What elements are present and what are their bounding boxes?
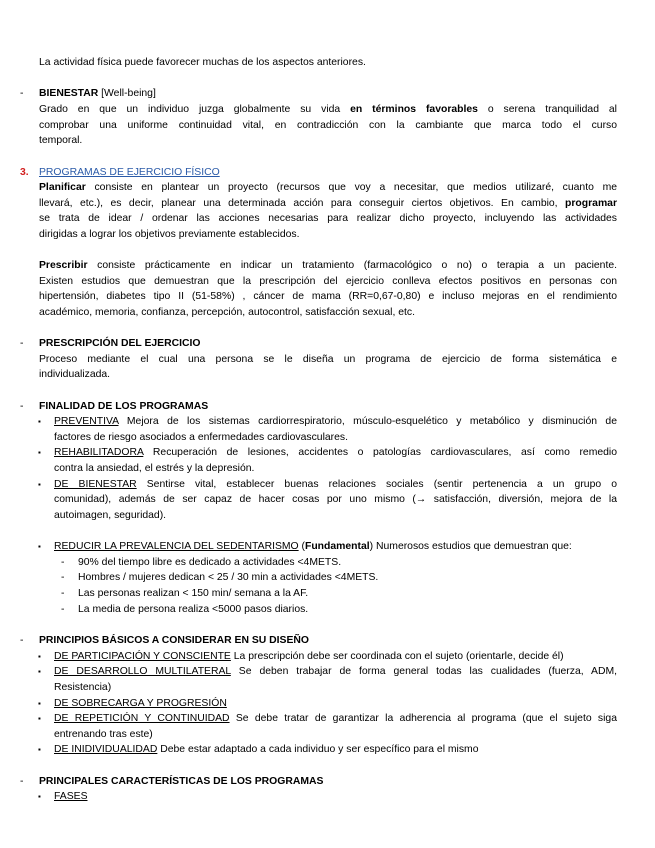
sedentarismo-sub-3: Las personas realizan < 150 min/ semana a la AF. (78, 588, 309, 599)
section-title: PROGRAMAS DE EJERCICIO FÍSICO (39, 167, 220, 178)
prescribir-line-4: académico, memoria, confianza, percepción, autocontrol, satisfacción sexual, etc. (39, 307, 415, 318)
finalidad-bienestar-line-3: autoimagen, seguridad). (54, 510, 167, 521)
bienestar-line-2: comprobar una uniforme continuidad vital, en contradicción con la cambiante que marca todo el curso (39, 120, 617, 131)
planificar-line-2: llevará, etc.), es decir, planear una determinada acción para conseguir ciertos objetivos. En cambio, programar (39, 198, 617, 209)
bienestar-title-en: [Well-being] (101, 88, 156, 99)
principio-repeticion: DE REPETICIÓN Y CONTINUIDAD Se debe tratar de garantizar la adherencia al programa (que el sujeto siga (54, 713, 617, 724)
finalidad-rehabilitadora-line-2: contra la ansiedad, el estrés y la depresión. (54, 463, 255, 474)
prescripcion-title: PRESCRIPCIÓN DEL EJERCICIO (39, 338, 201, 349)
principio-repeticion-line-2: entrenando tras este) (54, 729, 153, 740)
bullet: ▪ (38, 542, 41, 551)
finalidad-bienestar: DE BIENESTAR Sentirse vital, establecer buenas relaciones sociales (sentir pertenencia a un grupo o (54, 479, 617, 490)
planificar-line-4: dirigidas a lograr los objetivos previamente establecidos. (39, 229, 300, 240)
sub-dash: - (61, 588, 65, 599)
bienestar-title: BIENESTAR (39, 88, 99, 99)
finalidad-sedentarismo: REDUCIR LA PREVALENCIA DEL SEDENTARISMO (Fundamental) Numerosos estudios que demuestran que: (54, 541, 572, 552)
intro-paragraph: La actividad física puede favorecer muchas de los aspectos anteriores. (39, 57, 366, 68)
bullet: ▪ (38, 417, 41, 426)
bienestar-heading (39, 86, 617, 102)
finalidad-preventiva: PREVENTIVA Mejora de los sistemas cardiorrespiratorio, músculo-esquelético y metabólico y disminución de (54, 416, 617, 427)
bullet: ▪ (38, 652, 41, 661)
bienestar-line-3: temporal. (39, 135, 83, 146)
prescribir-line-3: hipertensión, diabetes tipo II (51-58%) , cáncer de mama (RR=0,67-0,80) e incluso mejoras en el rendimiento (39, 291, 617, 302)
sedentarismo-sub-4: La media de persona realiza <5000 pasos diarios. (78, 604, 309, 615)
bienestar-line-1: Grado en que un individuo juzga globalmente su vida en términos favorables o serena tranquilidad al (39, 104, 617, 115)
prescripcion-line-2: individualizada. (39, 369, 111, 380)
finalidad-bienestar-line-2: comunidad), además de ser capaz de hacer cosas por uno mismo (→ satisfacción, diversión, mejora de la (54, 494, 617, 505)
planificar-line-3: se trata de idear / ordenar las acciones necesarias para realizar dicho proyecto, incluyendo las actividades (39, 213, 617, 224)
bullet: ▪ (38, 480, 41, 489)
finalidad-rehabilitadora: REHABILITADORA Recuperación de lesiones, accidentes o patologías cardiovasculares, así como remedio (54, 447, 617, 458)
finalidad-preventiva-line-2: factores de riesgo asociados a enfermedades cardiovasculares. (54, 432, 348, 443)
prescribir-line-1: Prescribir consiste prácticamente en indicar un tratamiento (farmacológico o no) o terapia a un paciente. (39, 260, 617, 271)
bullet: ▪ (38, 714, 41, 723)
finalidad-title: FINALIDAD DE LOS PROGRAMAS (39, 401, 209, 412)
principios-title: PRINCIPIOS BÁSICOS A CONSIDERAR EN SU DISEÑO (39, 635, 309, 646)
bullet: ▪ (38, 792, 41, 801)
bullet: ▪ (38, 667, 41, 676)
principio-multilateral-line-2: Resistencia) (54, 682, 112, 693)
principio-individualidad: DE INIDIVIDUALIDAD Debe estar adaptado a cada individuo y ser específico para el mismo (54, 744, 479, 755)
sedentarismo-sub-1: 90% del tiempo libre es dedicado a actividades <4METS. (78, 557, 342, 568)
section-number: 3. (20, 167, 29, 178)
sub-dash: - (61, 604, 65, 615)
caracteristicas-title: PRINCIPALES CARACTERÍSTICAS DE LOS PROGRAMAS (39, 776, 324, 787)
bullet: ▪ (38, 448, 41, 457)
planificar-line-1: Planificar consiste en plantear un proyecto (recursos que voy a necesitar, que medios utilizaré, cuanto me (39, 182, 617, 193)
prescribir-line-2: Existen estudios que demuestran que la prescripción del ejercicio conlleva efectos positivos en personas con (39, 276, 617, 287)
principio-sobrecarga: DE SOBRECARGA Y PROGRESIÓN (54, 698, 227, 709)
prescripcion-line-1: Proceso mediante el cual una persona se le diseña un programa de ejercicio de forma sistemática e (39, 354, 617, 365)
sedentarismo-sub-2: Hombres / mujeres dedican < 25 / 30 min a actividades <4METS. (78, 572, 379, 583)
sub-dash: - (61, 557, 65, 568)
principio-multilateral: DE DESARROLLO MULTILATERAL Se deben trabajar de forma general todas las cualidades (fuerza, ADM, (54, 666, 617, 677)
dash-marker: - (20, 88, 24, 99)
bullet: ▪ (38, 745, 41, 754)
principio-participacion: DE PARTICIPACIÓN Y CONSCIENTE La prescripción debe ser coordinada con el sujeto (orientarle, decide él) (54, 651, 564, 662)
dash-marker: - (20, 776, 24, 787)
caracteristicas-fases: FASES (54, 791, 88, 802)
dash-marker: - (20, 401, 24, 412)
dash-marker: - (20, 635, 24, 646)
bullet: ▪ (38, 699, 41, 708)
sub-dash: - (61, 572, 65, 583)
dash-marker: - (20, 338, 24, 349)
